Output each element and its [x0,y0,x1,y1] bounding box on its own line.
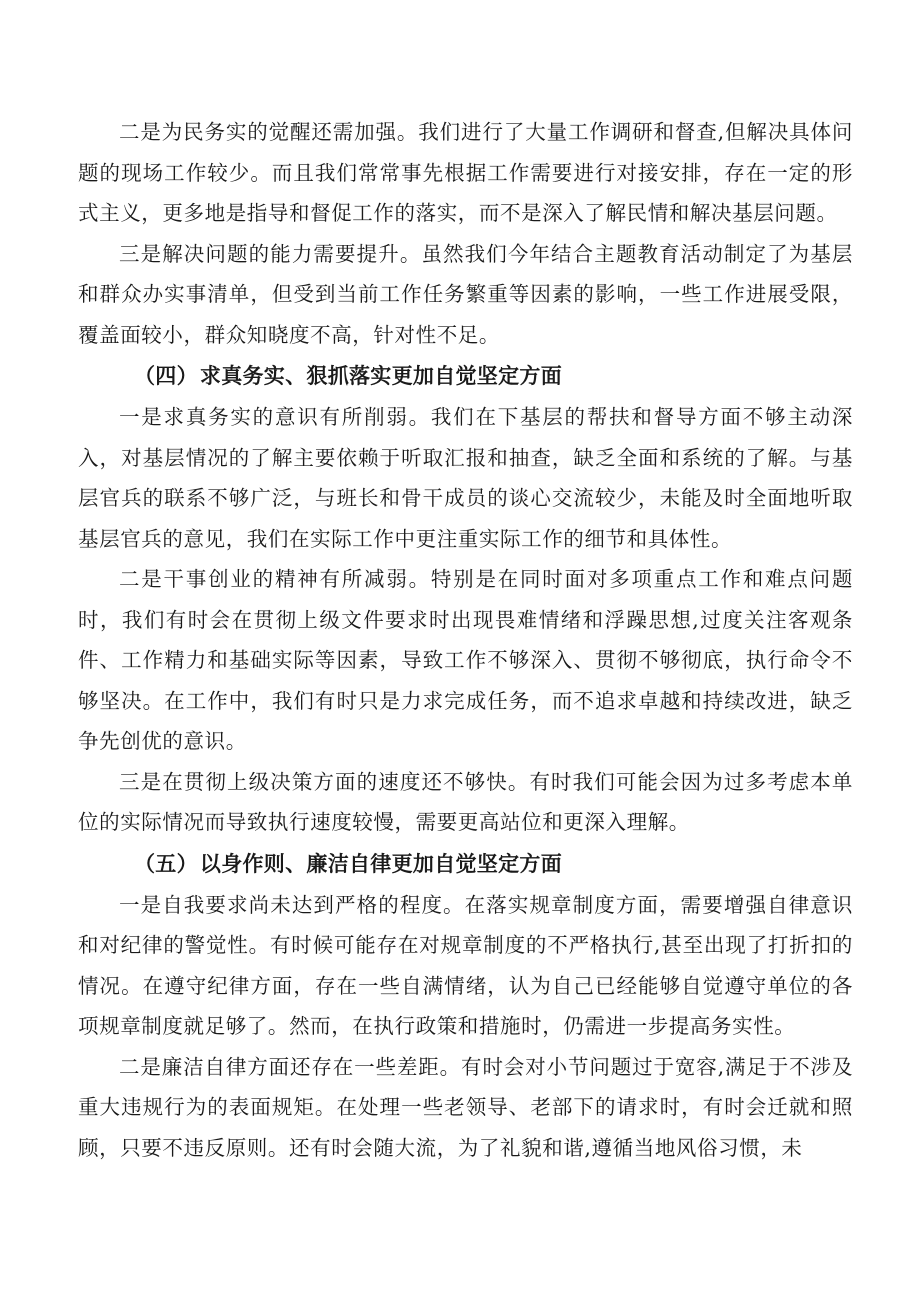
paragraph-pragmatism: 一是求真务实的意识有所削弱。我们在下基层的帮扶和督导方面不够主动深入，对基层情况的了解主要依赖于听取汇报和抽查，缺乏全面和系统的了解。与基层官兵的联系不够广泛，与班长和骨干成员的谈心交流较少，未能及时全面地听取基层官兵的意见，我们在实际工作中更注重实际工作的细节和具体性。 [78,405,853,551]
paragraph-entrepreneurial-spirit: 二是干事创业的精神有所减弱。特别是在同时面对多项重点工作和难点问题时，我们有时会在贯彻上级文件要求时出现畏难情绪和浮躁思想,过度关注客观条件、工作精力和基础实际等因素，导致工作不够深入、贯彻不够彻底，执行命令不够坚决。在工作中，我们有时只是力求完成任务，而不追求卓越和持续改进，缺乏争先创优的意识。 [78,567,853,753]
section-number: （五） [134,851,198,876]
section-heading-4 [78,355,853,397]
paragraph-problem-solving: 三是解决问题的能力需要提升。虽然我们今年结合主题教育活动制定了为基层和群众办实事清单，但受到当前工作任务繁重等因素的影响，一些工作进展受限，覆盖面较小，群众知晓度不高，针对性不足。 [78,241,853,347]
paragraph-implementation-speed: 三是在贯彻上级决策方面的速度还不够快。有时我们可能会因为过多考虑本单位的实际情况而导致执行速度较慢，需要更高站位和更深入理解。 [78,769,853,834]
paragraph-integrity: 二是廉洁自律方面还存在一些差距。有时会对小节问题过于宽容,满足于不涉及重大违规行为的表面规矩。在处理一些老领导、老部下的请求时，有时会迁就和照顾，只要不违反原则。还有时会随大流，为了礼貌和谐,遵循当地风俗习惯，未 [78,1054,853,1160]
section-title: 求真务实、狠抓落实更加自觉坚定方面 [199,364,563,388]
paragraph-service-awareness: 二是为民务实的觉醒还需加强。我们进行了大量工作调研和督查,但解决具体问题的现场工作较少。而且我们常常事先根据工作需要进行对接安排，存在一定的形式主义，更多地是指导和督促工作的落实，而不是深入了解民情和解决基层问题。 [78,120,853,225]
section-number: （四） [134,364,198,388]
paragraph-self-discipline: 一是自我要求尚未达到严格的程度。在落实规章制度方面，需要增强自律意识和对纪律的警觉性。有时候可能存在对规章制度的不严格执行,甚至出现了打折扣的情况。在遵守纪律方面，存在一些自满情绪，认为自己已经能够自觉遵守单位的各项规章制度就足够了。然而，在执行政策和措施时，仍需进一步提高务实性。 [78,892,853,1038]
section-title: 以身作则、廉洁自律更加自觉坚定方面 [199,851,563,876]
document-page [78,112,853,1168]
section-heading-5 [78,843,853,885]
